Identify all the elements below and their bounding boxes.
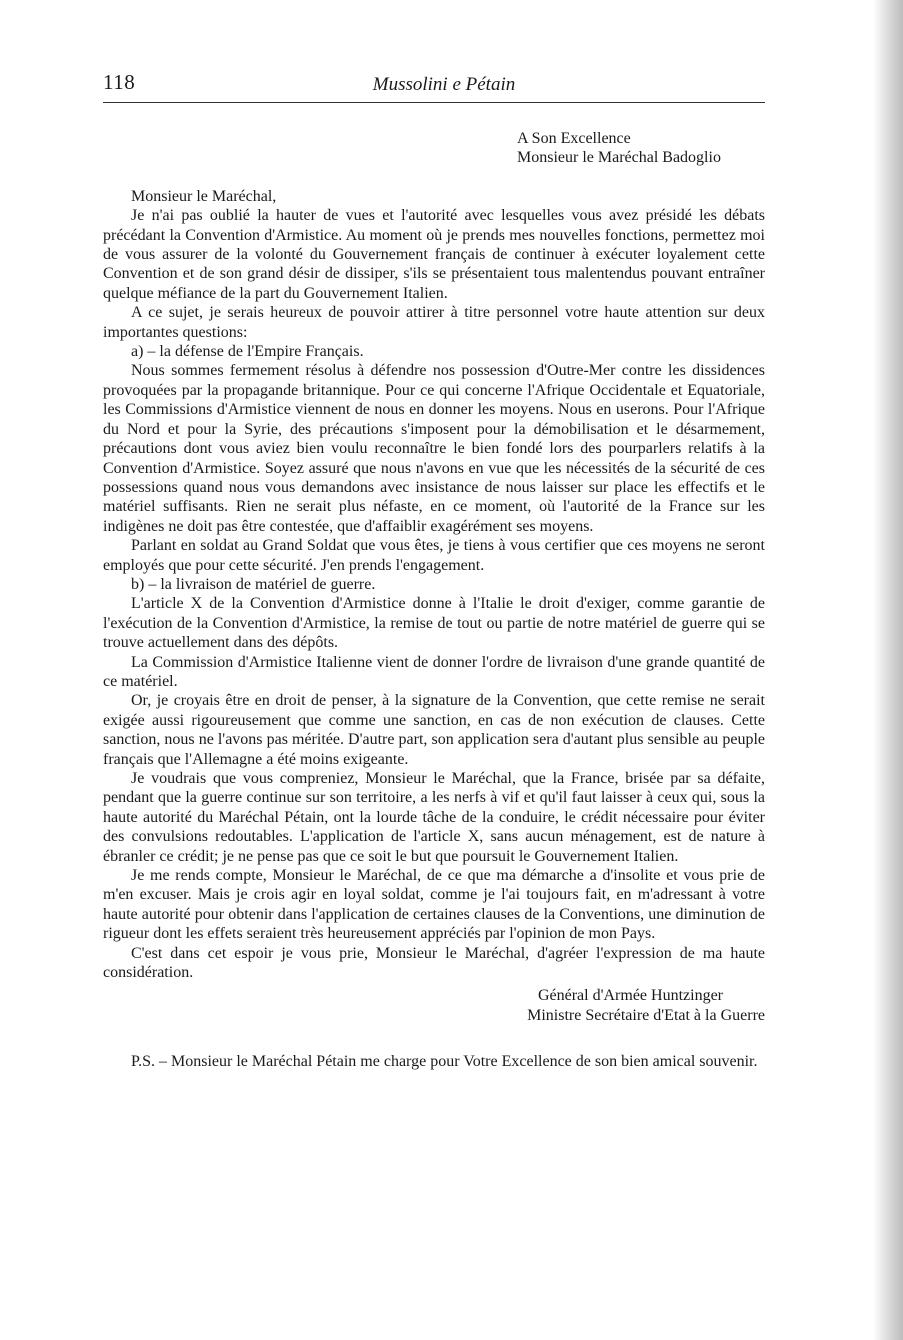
letter-paragraph: Or, je croyais être en droit de penser, à la signature de la Convention, que cette remise ne serait exigée aussi rigoureusement que comme une sanction, en cas de non exécution de clauses. Cette sanction, nous ne l'avons pas méritée. D'autre part, son application sera d'autant plus sensible au peuple français que l'Allemagne a été moins exigeante. <box>103 692 765 768</box>
section-heading-b: b) – la livraison de matériel de guerre. <box>131 575 376 593</box>
letter-paragraph: L'article X de la Convention d'Armistice donne à l'Italie le droit d'exiger, comme garantie de l'exécution de la Convention d'Armistice, la remise de tout ou partie de notre matériel de guerre qui se trouve actuellement dans des dépôts. <box>103 595 765 652</box>
signature-block <box>103 986 765 1025</box>
addressee-block <box>517 129 765 168</box>
scan-edge-shadow <box>873 0 903 1340</box>
letter-paragraph: La Commission d'Armistice Italienne vient de donner l'ordre de livraison d'une grande quantité de ce matériel. <box>103 653 765 690</box>
running-title: Mussolini e Pétain <box>372 74 516 95</box>
letter-body <box>103 187 765 983</box>
salutation: Monsieur le Maréchal, <box>131 187 277 205</box>
addressee-line: A Son Excellence <box>517 130 631 147</box>
book-page <box>103 0 765 1072</box>
letter-paragraph: Je voudrais que vous compreniez, Monsieur le Maréchal, que la France, brisée par sa défaite, pendant que la guerre continue sur son territoire, a les nerfs à vif et qu'il faut laisser à ceux qui, sous la haute autorité du Maréchal Pétain, ont la lourde tâche de la conduire, le crédit nécessaire pour éviter des convulsions redoutables. L'application de l'article X, sans aucun ménagement, est de nature à ébranler ce crédit; je ne pense pas que ce soit le but que poursuit le Gouvernement Italien. <box>103 770 765 865</box>
postscript: P.S. – Monsieur le Maréchal Pétain me charge pour Votre Excellence de son bien amical souvenir. <box>131 1053 758 1071</box>
page-number: 118 <box>103 70 136 94</box>
postscript-block <box>103 1052 765 1071</box>
addressee-line: Monsieur le Maréchal Badoglio <box>517 149 721 167</box>
section-heading-a: a) – la défense de l'Empire Français. <box>131 343 364 361</box>
signatory-name: Général d'Armée Huntzinger <box>537 987 723 1005</box>
letter-paragraph: A ce sujet, je serais heureux de pouvoir attirer à titre personnel votre haute attention sur deux importantes questions: <box>103 304 765 341</box>
signatory-title: Ministre Secrétaire d'Etat à la Guerre <box>527 1006 765 1024</box>
letter-paragraph: C'est dans cet espoir je vous prie, Monsieur le Maréchal, d'agréer l'expression de ma haute considération. <box>103 944 765 982</box>
letter-paragraph: Parlant en soldat au Grand Soldat que vous êtes, je tiens à vous certifier que ces moyens ne seront employés que pour cette sécurité. J'en prends l'engagement. <box>103 537 765 574</box>
letter-paragraph: Je n'ai pas oublié la hauter de vues et l'autorité avec lesquelles vous avez présidé les débats précédant la Convention d'Armistice. Au moment où je prends mes nouvelles fonctions, permettez moi de vous assurer de la volonté du Gouvernement français de continuer à exécuter loyalement cette Convention et de son grand désir de dissiper, s'ils se présentaient tous malentendus pouvant entraîner quelque méfiance de la part du Gouvernement Italien. <box>103 207 765 302</box>
page-header <box>103 0 765 103</box>
letter-paragraph: Je me rends compte, Monsieur le Maréchal, de ce que ma démarche a d'insolite et vous prie de m'en excuser. Mais je crois agir en loyal soldat, comme je l'ai toujours fait, en m'adressant à votre haute autorité pour obtenir dans l'application de certaines clauses de la Conventions, une diminution de rigueur dont les effets seraient très heureusement appréciés par l'opinion de mon Pays. <box>103 867 765 943</box>
letter-paragraph: Nous sommes fermement résolus à défendre nos possession d'Outre-Mer contre les dissidences provoquées par la propagande britannique. Pour ce qui concerne l'Afrique Occidentale et Equatoriale, les Commissions d'Armistice viennent de nous en donner les moyens. Nous en userons. Pour l'Afrique du Nord et pour la Syrie, des précautions s'imposent pour la démobilisation et le désarmement, précautions dont vous aviez bien voulu reconnaître le bien fondé lors des pourparlers relatifs à la Convention d'Armistice. Soyez assuré que nous n'avons en vue que les nécessités de la sécurité de ces possessions quand nous vous demandons avec insistance de nous laisser sur place les effectifs et le matériel suffisants. Rien ne serait plus néfaste, en ce moment, où l'autorité de la France sur les indigènes ne doit pas être contestée, que d'affaiblir exagérément ses moyens. <box>103 362 765 535</box>
